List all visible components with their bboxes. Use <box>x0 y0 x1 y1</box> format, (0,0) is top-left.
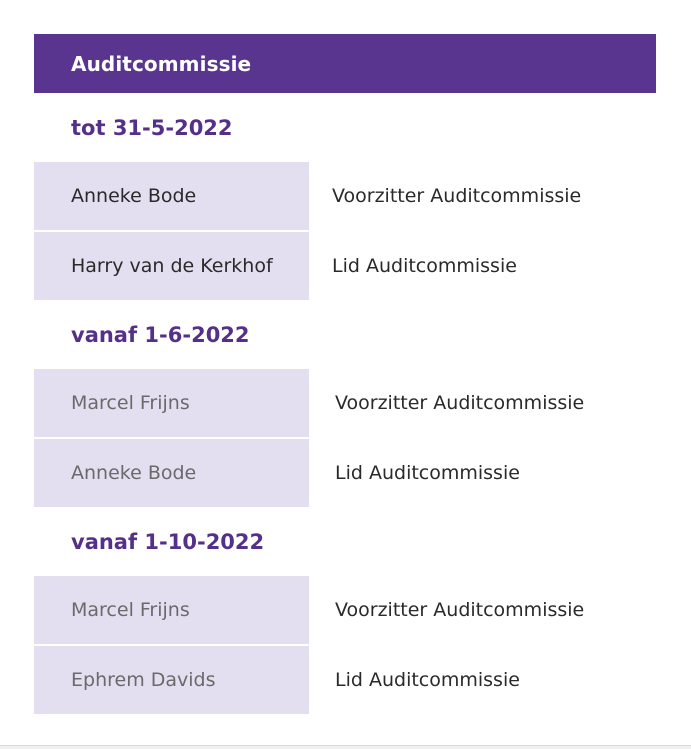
section-from-1-10-2022 <box>34 507 656 714</box>
page-divider <box>0 745 691 749</box>
member-role: Lid Auditcommissie <box>335 669 520 691</box>
section-heading: vanaf 1-6-2022 <box>71 322 250 347</box>
member-role: Voorzitter Auditcommissie <box>332 185 582 207</box>
section-rows <box>34 162 656 300</box>
member-role: Voorzitter Auditcommissie <box>335 392 585 414</box>
table-row <box>34 162 656 232</box>
member-name: Marcel Frijns <box>34 576 309 644</box>
member-name: Anneke Bode <box>34 162 309 230</box>
section-until-31-5-2022 <box>34 93 656 300</box>
table-row <box>34 576 656 646</box>
member-role: Voorzitter Auditcommissie <box>335 599 585 621</box>
section-rows <box>34 576 656 714</box>
table-row <box>34 439 656 507</box>
section-from-1-6-2022 <box>34 300 656 507</box>
audit-committee-table <box>34 34 656 714</box>
table-title: Auditcommissie <box>34 34 656 93</box>
member-role: Lid Auditcommissie <box>335 462 520 484</box>
table-row <box>34 369 656 439</box>
member-role: Lid Auditcommissie <box>332 255 517 277</box>
member-name: Marcel Frijns <box>34 369 309 437</box>
section-heading: tot 31-5-2022 <box>71 115 233 140</box>
section-rows <box>34 369 656 507</box>
section-heading: vanaf 1-10-2022 <box>71 529 265 554</box>
table-row <box>34 232 656 300</box>
table-row <box>34 646 656 714</box>
member-name: Ephrem Davids <box>34 646 309 714</box>
member-name: Anneke Bode <box>34 439 309 507</box>
member-name: Harry van de Kerkhof <box>34 232 309 300</box>
